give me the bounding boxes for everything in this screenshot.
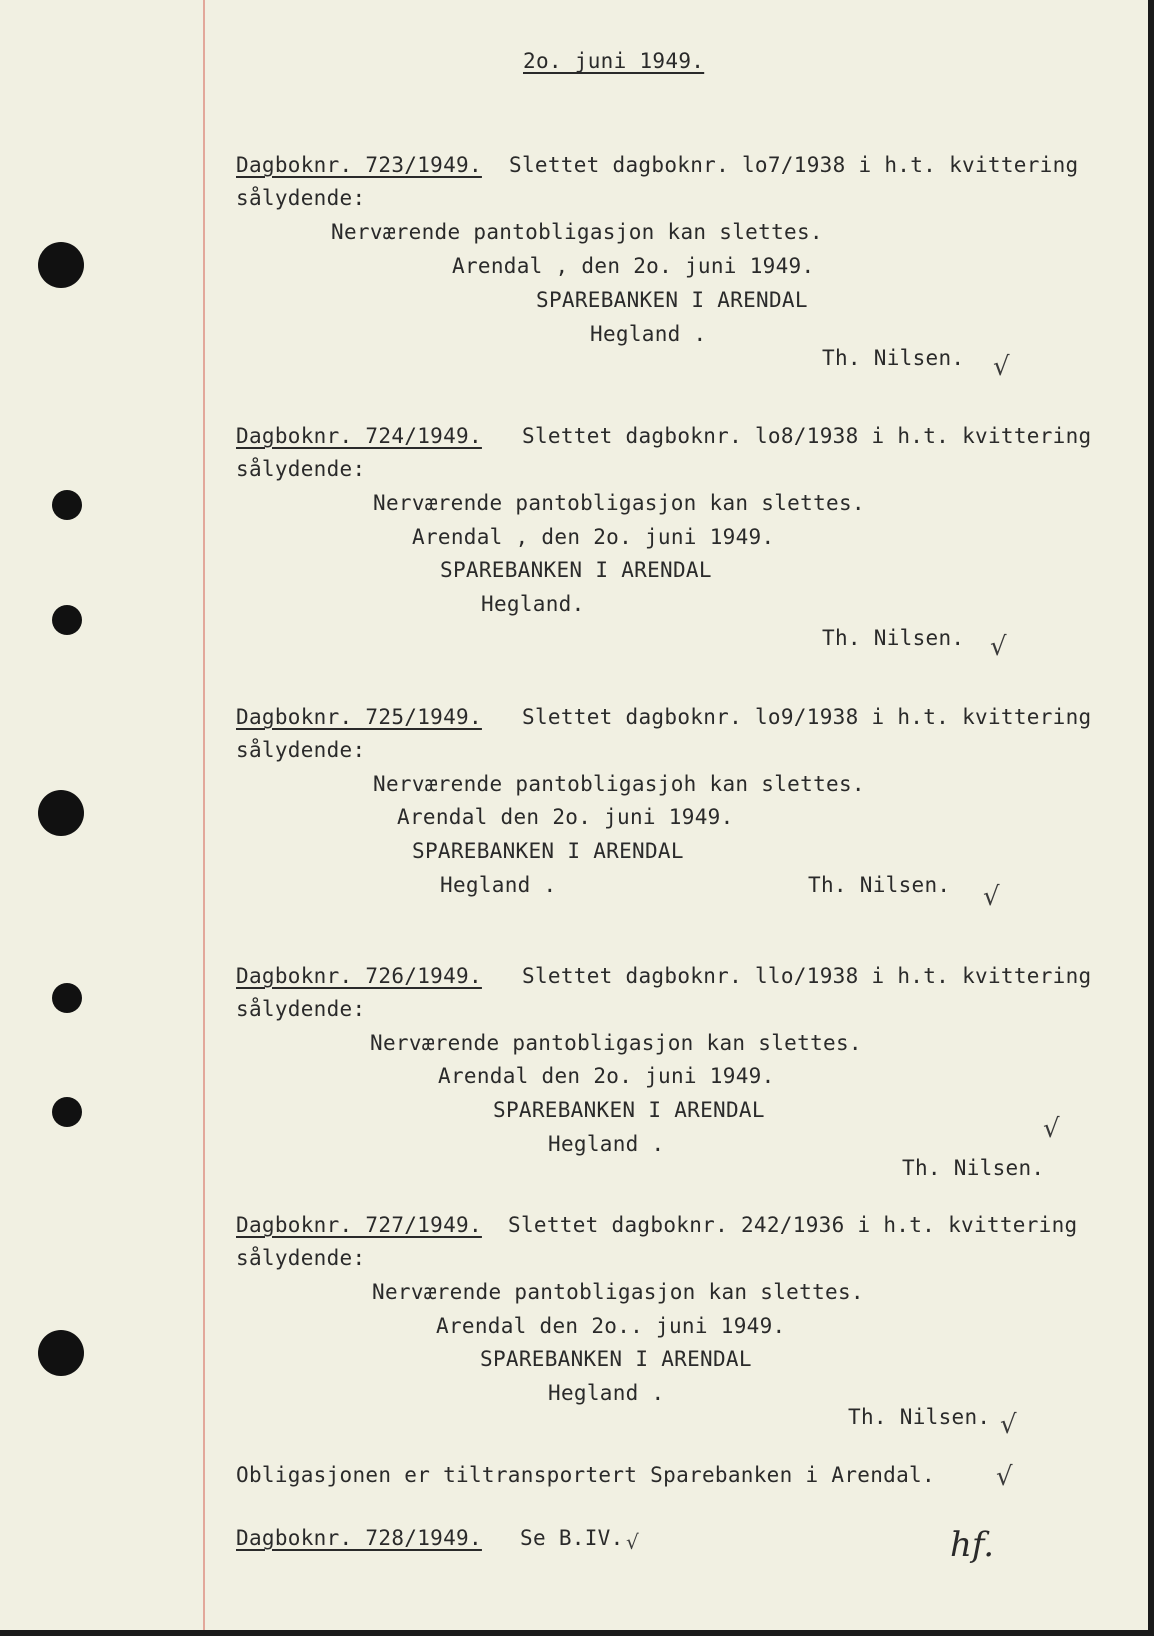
entry-action: Slettet dagboknr. lo8/1938 i h.t. kvittering: [522, 424, 1092, 448]
entry-bank: SPAREBANKEN I ARENDAL: [440, 558, 712, 582]
entry-signer-1: Hegland .: [548, 1132, 665, 1156]
entry-place-date: Arendal , den 2o. juni 1949.: [412, 525, 775, 549]
entry-signer-1: Hegland .: [440, 873, 557, 897]
entry-action: Se B.IV.: [520, 1526, 624, 1550]
entry-intro: sålydende:: [236, 997, 366, 1021]
entry-signer-2: Th. Nilsen.: [902, 1156, 1045, 1180]
punch-hole: [38, 1330, 84, 1376]
punch-hole: [52, 983, 82, 1013]
check-mark-icon: √: [626, 1530, 639, 1554]
margin-rule: [203, 0, 205, 1630]
check-mark-icon: √: [983, 882, 1000, 912]
entry-signer-1: Hegland .: [548, 1381, 665, 1405]
entry-ref: Dagboknr. 728/1949.: [236, 1526, 482, 1550]
entry-ref: Dagboknr. 727/1949.: [236, 1213, 482, 1237]
entry-place-date: Arendal den 2o. juni 1949.: [397, 805, 734, 829]
entry-signer-2: Th. Nilsen.: [822, 346, 965, 370]
entry-action: Slettet dagboknr. llo/1938 i h.t. kvittering: [522, 964, 1092, 988]
entry-intro: sålydende:: [236, 1246, 366, 1270]
entry-place-date: Arendal den 2o. juni 1949.: [438, 1064, 775, 1088]
check-mark-icon: √: [1043, 1114, 1060, 1144]
entry-note: Obligasjonen er tiltransportert Sparebanken i Arendal.: [236, 1463, 935, 1487]
check-mark-icon: √: [990, 632, 1007, 662]
entry-ref: Dagboknr. 723/1949.: [236, 153, 482, 177]
check-mark-icon: √: [996, 1462, 1013, 1492]
entry-ref: Dagboknr. 724/1949.: [236, 424, 482, 448]
entry-text: Nerværende pantobligasjon kan slettes.: [370, 1031, 862, 1055]
punch-hole: [52, 490, 82, 520]
entry-text: Nerværende pantobligasjon kan slettes.: [331, 220, 823, 244]
punch-hole: [52, 1097, 82, 1127]
entry-bank: SPAREBANKEN I ARENDAL: [536, 288, 808, 312]
entry-text: Nerværende pantobligasjon kan slettes.: [372, 1280, 864, 1304]
punch-hole: [38, 790, 84, 836]
entry-signer-2: Th. Nilsen.: [822, 626, 965, 650]
entry-text: Nerværende pantobligasjoh kan slettes.: [373, 772, 865, 796]
entry-signer-2: Th. Nilsen.: [848, 1405, 991, 1429]
entry-text: Nerværende pantobligasjon kan slettes.: [373, 491, 865, 515]
entry-intro: sålydende:: [236, 186, 366, 210]
entry-place-date: Arendal den 2o.. juni 1949.: [436, 1314, 786, 1338]
entry-bank: SPAREBANKEN I ARENDAL: [480, 1347, 752, 1371]
entry-bank: SPAREBANKEN I ARENDAL: [493, 1098, 765, 1122]
entry-bank: SPAREBANKEN I ARENDAL: [412, 839, 684, 863]
page-date: 2o. juni 1949.: [523, 49, 705, 73]
entry-action: Slettet dagboknr. lo9/1938 i h.t. kvittering: [522, 705, 1092, 729]
entry-intro: sålydende:: [236, 457, 366, 481]
entry-signer-2: Th. Nilsen.: [808, 873, 951, 897]
entry-action: Slettet dagboknr. 242/1936 i h.t. kvittering: [508, 1213, 1078, 1237]
handwritten-initials: hf.: [950, 1525, 995, 1565]
entry-signer-1: Hegland .: [590, 322, 707, 346]
entry-place-date: Arendal , den 2o. juni 1949.: [452, 254, 815, 278]
entry-ref: Dagboknr. 726/1949.: [236, 964, 482, 988]
punch-hole: [38, 242, 84, 288]
entry-action: Slettet dagboknr. lo7/1938 i h.t. kvittering: [509, 153, 1079, 177]
check-mark-icon: √: [993, 352, 1010, 382]
entry-ref: Dagboknr. 725/1949.: [236, 705, 482, 729]
punch-hole: [52, 605, 82, 635]
entry-signer-1: Hegland.: [481, 592, 585, 616]
check-mark-icon: √: [1000, 1410, 1017, 1440]
entry-intro: sålydende:: [236, 738, 366, 762]
